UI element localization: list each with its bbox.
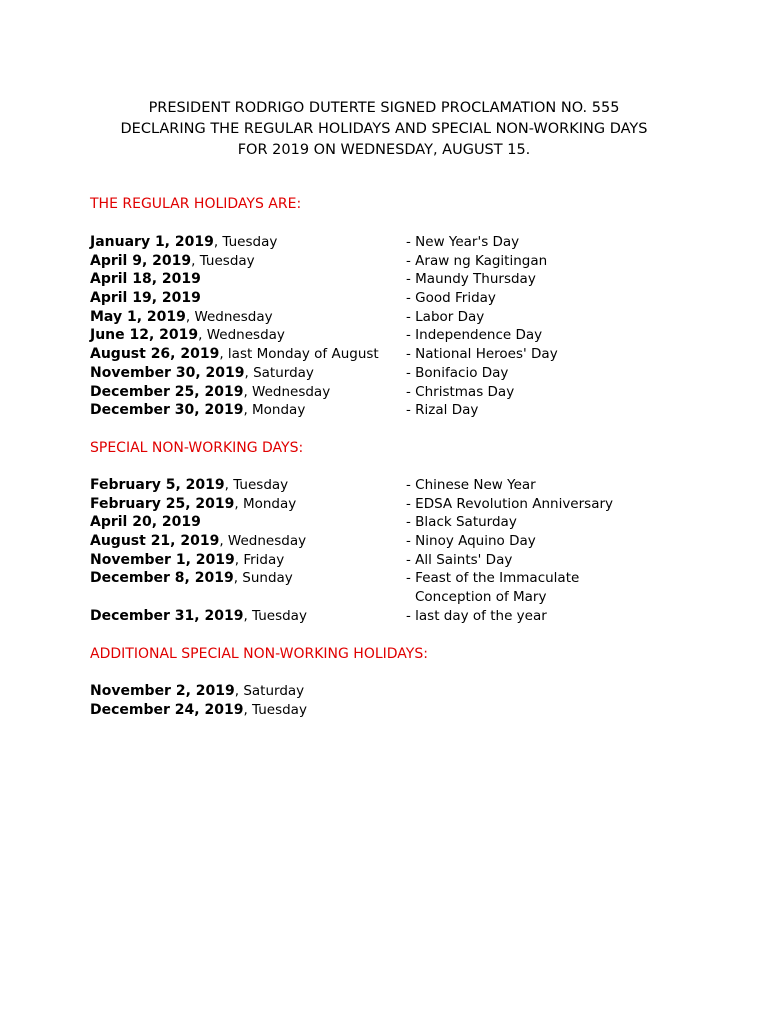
holiday-name — [406, 401, 478, 420]
holiday-date-cell — [90, 607, 307, 626]
holiday-name — [406, 289, 496, 308]
holiday-date-cell — [90, 326, 285, 345]
holiday-name-line: - National Heroes' Day — [406, 346, 558, 363]
holiday-name — [406, 383, 514, 402]
holiday-date-cell — [90, 476, 288, 495]
holiday-weekday: , Wednesday — [185, 308, 273, 325]
holiday-date: June 12, 2019 — [90, 327, 199, 344]
holiday-name — [406, 569, 579, 606]
holiday-weekday: , Wednesday — [243, 383, 331, 400]
holiday-name-line: - Araw ng Kagitingan — [406, 252, 548, 269]
regular-holidays-heading: THE REGULAR HOLIDAYS ARE: — [90, 196, 302, 212]
holiday-name-line: - Rizal Day — [406, 402, 479, 419]
holiday-name-line: - last day of the year — [406, 607, 547, 624]
holiday-row — [90, 701, 710, 720]
holiday-weekday: , Wednesday — [198, 327, 285, 344]
holiday-date: November 2, 2019 — [90, 683, 235, 699]
holiday-name — [406, 476, 536, 495]
holiday-name — [406, 233, 519, 252]
holiday-row — [90, 569, 710, 606]
holiday-date-cell — [90, 701, 307, 720]
holiday-date: April 9, 2019 — [90, 252, 192, 269]
holiday-name — [406, 532, 536, 551]
holiday-name-line: - All Saints' Day — [406, 551, 513, 568]
holiday-date: November 1, 2019 — [90, 551, 235, 568]
holiday-name — [406, 607, 547, 626]
holiday-name-line: - Maundy Thursday — [406, 271, 536, 288]
additional-holidays-heading: ADDITIONAL SPECIAL NON-WORKING HOLIDAYS: — [90, 646, 428, 662]
holiday-date: April 20, 2019 — [90, 514, 201, 531]
document-title — [0, 98, 768, 161]
holiday-row — [90, 495, 710, 514]
holiday-date: December 31, 2019 — [90, 607, 244, 624]
holiday-row — [90, 252, 710, 271]
holiday-name-line: - Independence Day — [406, 327, 543, 344]
holiday-row — [90, 308, 710, 327]
holiday-date: August 26, 2019 — [90, 346, 220, 363]
holiday-name — [406, 495, 613, 514]
title-line-3: FOR 2019 ON WEDNESDAY, AUGUST 15. — [237, 142, 531, 158]
holiday-name — [406, 345, 558, 364]
holiday-date: December 25, 2019 — [90, 383, 244, 400]
holiday-name — [406, 270, 536, 289]
holiday-name-line: - Bonifacio Day — [406, 364, 509, 381]
holiday-weekday: , Tuesday — [224, 477, 289, 493]
holiday-date-cell — [90, 289, 201, 308]
holiday-date: December 24, 2019 — [90, 701, 244, 718]
holiday-name-line: - Labor Day — [406, 308, 485, 325]
holiday-weekday: , Tuesday — [191, 252, 255, 269]
holiday-name-line: - New Year's Day — [406, 234, 520, 250]
holiday-date-cell — [90, 345, 379, 364]
holiday-date-cell — [90, 495, 296, 514]
holiday-name — [406, 551, 512, 570]
holiday-date-cell — [90, 383, 330, 402]
holiday-name-line: - EDSA Revolution Anniversary — [406, 495, 614, 512]
holiday-weekday: , Monday — [243, 402, 306, 419]
holiday-name-line: - Christmas Day — [406, 383, 515, 400]
holiday-date-cell — [90, 551, 284, 570]
holiday-row — [90, 233, 710, 252]
holiday-weekday: , Saturday — [244, 364, 314, 381]
special-days-heading: SPECIAL NON-WORKING DAYS: — [90, 440, 304, 456]
holiday-name-line: - Feast of the Immaculate — [406, 570, 580, 587]
holiday-row — [90, 326, 710, 345]
holiday-row — [90, 607, 710, 626]
holiday-row — [90, 401, 710, 420]
holiday-date: January 1, 2019 — [90, 234, 214, 250]
special-days-list — [90, 476, 710, 626]
holiday-date-cell — [90, 513, 201, 532]
holiday-row — [90, 364, 710, 383]
holiday-date-cell — [90, 401, 305, 420]
holiday-date: February 5, 2019 — [90, 477, 225, 493]
holiday-weekday: , Monday — [234, 495, 297, 512]
holiday-weekday: , last Monday of August — [219, 346, 379, 363]
holiday-row — [90, 532, 710, 551]
holiday-date: April 19, 2019 — [90, 290, 201, 307]
holiday-name-line: - Ninoy Aquino Day — [406, 533, 536, 550]
holiday-name — [406, 513, 517, 532]
holiday-weekday: , Tuesday — [213, 234, 278, 250]
holiday-weekday: , Sunday — [233, 570, 293, 587]
holiday-date-cell — [90, 252, 255, 271]
holiday-row — [90, 682, 710, 701]
holiday-name-line: - Chinese New Year — [406, 477, 536, 493]
holiday-row — [90, 551, 710, 570]
title-line-1: PRESIDENT RODRIGO DUTERTE SIGNED PROCLAMATION NO. 555 — [148, 100, 620, 116]
holiday-date: April 18, 2019 — [90, 271, 201, 288]
holiday-date-cell — [90, 308, 273, 327]
holiday-date-cell — [90, 364, 314, 383]
holiday-weekday: , Tuesday — [243, 607, 307, 624]
holiday-row — [90, 476, 710, 495]
holiday-weekday: , Wednesday — [219, 533, 307, 550]
title-line-2: DECLARING THE REGULAR HOLIDAYS AND SPECIAL NON-WORKING DAYS — [120, 121, 648, 137]
holiday-date: November 30, 2019 — [90, 364, 245, 381]
holiday-date-cell — [90, 532, 306, 551]
holiday-row — [90, 289, 710, 308]
holiday-name — [406, 364, 508, 383]
holiday-date: February 25, 2019 — [90, 495, 235, 512]
holiday-date-cell — [90, 233, 277, 252]
holiday-name-line: - Good Friday — [406, 290, 496, 307]
holiday-name — [406, 252, 547, 271]
holiday-date-cell — [90, 682, 304, 701]
regular-holidays-list — [90, 233, 710, 420]
holiday-date-cell — [90, 270, 201, 289]
holiday-date: December 8, 2019 — [90, 570, 234, 587]
holiday-date: August 21, 2019 — [90, 533, 220, 550]
holiday-weekday: , Friday — [234, 551, 285, 568]
holiday-date: May 1, 2019 — [90, 308, 186, 325]
holiday-date-cell — [90, 569, 293, 588]
holiday-name — [406, 308, 484, 327]
holiday-name — [406, 326, 542, 345]
holiday-row — [90, 383, 710, 402]
holiday-date: December 30, 2019 — [90, 402, 244, 419]
additional-holidays-list — [90, 682, 710, 719]
holiday-weekday: , Tuesday — [243, 701, 307, 718]
holiday-row — [90, 513, 710, 532]
holiday-name-line: - Black Saturday — [406, 514, 517, 531]
holiday-name-line-2: Conception of Mary — [415, 589, 547, 606]
holiday-weekday: , Saturday — [234, 683, 305, 699]
holiday-row — [90, 345, 710, 364]
holiday-row — [90, 270, 710, 289]
